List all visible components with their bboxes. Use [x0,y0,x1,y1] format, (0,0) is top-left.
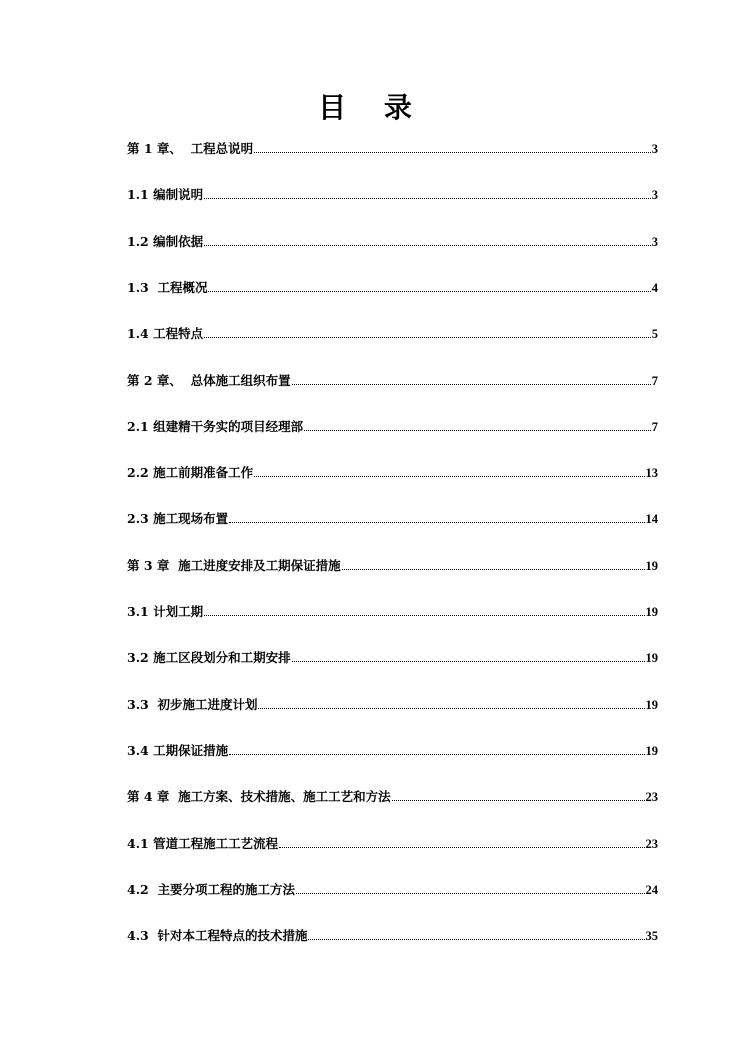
toc-entry-label: 1.4 工程特点 [127,326,204,342]
toc-entry[interactable] [127,926,658,946]
toc-entry-page: 35 [645,929,658,944]
toc-entry-label: 1.1 编制说明 [127,187,204,203]
toc-dot-leader [296,892,645,894]
toc-entry[interactable] [127,185,658,205]
toc-dot-leader [342,568,645,570]
toc-dot-leader [392,799,645,801]
toc-entry-page: 19 [645,605,658,619]
toc-dot-leader [229,521,644,523]
toc-dot-leader [229,753,644,755]
toc-entry-page: 19 [645,651,658,666]
toc-entry-page: 13 [645,466,658,481]
toc-entry[interactable] [127,834,658,854]
toc-entry-page: 5 [651,327,658,342]
toc-entry-page: 23 [645,790,658,805]
toc-entry[interactable] [127,602,658,622]
toc-entry-page: 3 [651,234,658,249]
toc-entry-label: 1.2 编制依据 [127,233,204,249]
toc-entry-page: 3 [651,188,658,203]
toc-entry[interactable] [127,880,658,900]
toc-dot-leader [204,614,644,616]
toc-entry[interactable] [127,371,658,391]
toc-entry-page: 14 [645,512,658,527]
toc-dot-leader [204,197,651,199]
toc-entry-page: 19 [645,697,658,712]
toc-dot-leader [279,846,644,848]
toc-entry-label: 3.4 工期保证措施 [127,742,229,758]
toc-entry-label: 3.2 施工区段划分和工期安排 [127,650,291,666]
toc-entry-label: 2.1 组建精干务实的项目经理部 [127,418,304,434]
toc-entry[interactable] [127,324,658,344]
toc-dot-leader [304,429,651,431]
toc-entry-label: 2.3 施工现场布置 [127,511,229,527]
document-title: 目 录 [318,91,426,124]
toc-entry[interactable] [127,417,658,437]
toc-entry[interactable] [127,648,658,668]
toc-entry-page: 7 [651,373,658,388]
toc-entry-label: 4.2 主要分项工程的施工方法 [127,881,295,897]
toc-entry-page: 3 [651,142,658,156]
toc-entry-label: 第 1 章、 工程总说明 [127,141,254,156]
toc-entry[interactable] [127,509,658,529]
toc-entry-page: 24 [645,882,658,897]
toc-dot-leader [254,475,644,477]
toc-entry[interactable] [127,787,658,807]
toc-entry-label: 第 3 章 施工进度安排及工期保证措施 [127,557,341,573]
toc-entry-label: 4.3 针对本工程特点的技术措施 [127,928,308,944]
toc-dot-leader [254,151,651,153]
toc-entry-label: 4.1 管道工程施工工艺流程 [127,835,279,851]
toc-dot-leader [204,336,651,338]
toc-entry[interactable] [127,463,658,483]
toc-entry-page: 19 [645,558,658,573]
toc-entry-label: 2.2 施工前期准备工作 [127,465,254,481]
toc-dot-leader [292,383,651,385]
toc-dot-leader [308,938,644,940]
toc-entry-label: 第 2 章、 总体施工组织布置 [127,372,291,388]
toc-entry-label: 1.3 工程概况 [127,279,208,295]
toc-entry-page: 23 [645,836,658,851]
toc-dot-leader [208,290,650,292]
toc-entry[interactable] [127,278,658,298]
toc-entry[interactable] [127,139,658,159]
toc-dot-leader [204,244,651,246]
toc-entry-page: 7 [651,419,658,434]
toc-dot-leader [258,707,644,709]
toc-entry[interactable] [127,741,658,761]
toc-entry[interactable] [127,695,658,715]
toc-entry-page: 4 [651,280,658,295]
toc-entry[interactable] [127,556,658,576]
toc-dot-leader [292,660,645,662]
toc-entry-label: 第 4 章 施工方案、技术措施、施工工艺和方法 [127,789,391,805]
toc-entry-label: 3.3 初步施工进度计划 [127,696,258,712]
toc-entry-page: 19 [645,743,658,758]
toc-entry[interactable] [127,232,658,252]
toc-entry-label: 3.1 计划工期 [127,604,204,619]
